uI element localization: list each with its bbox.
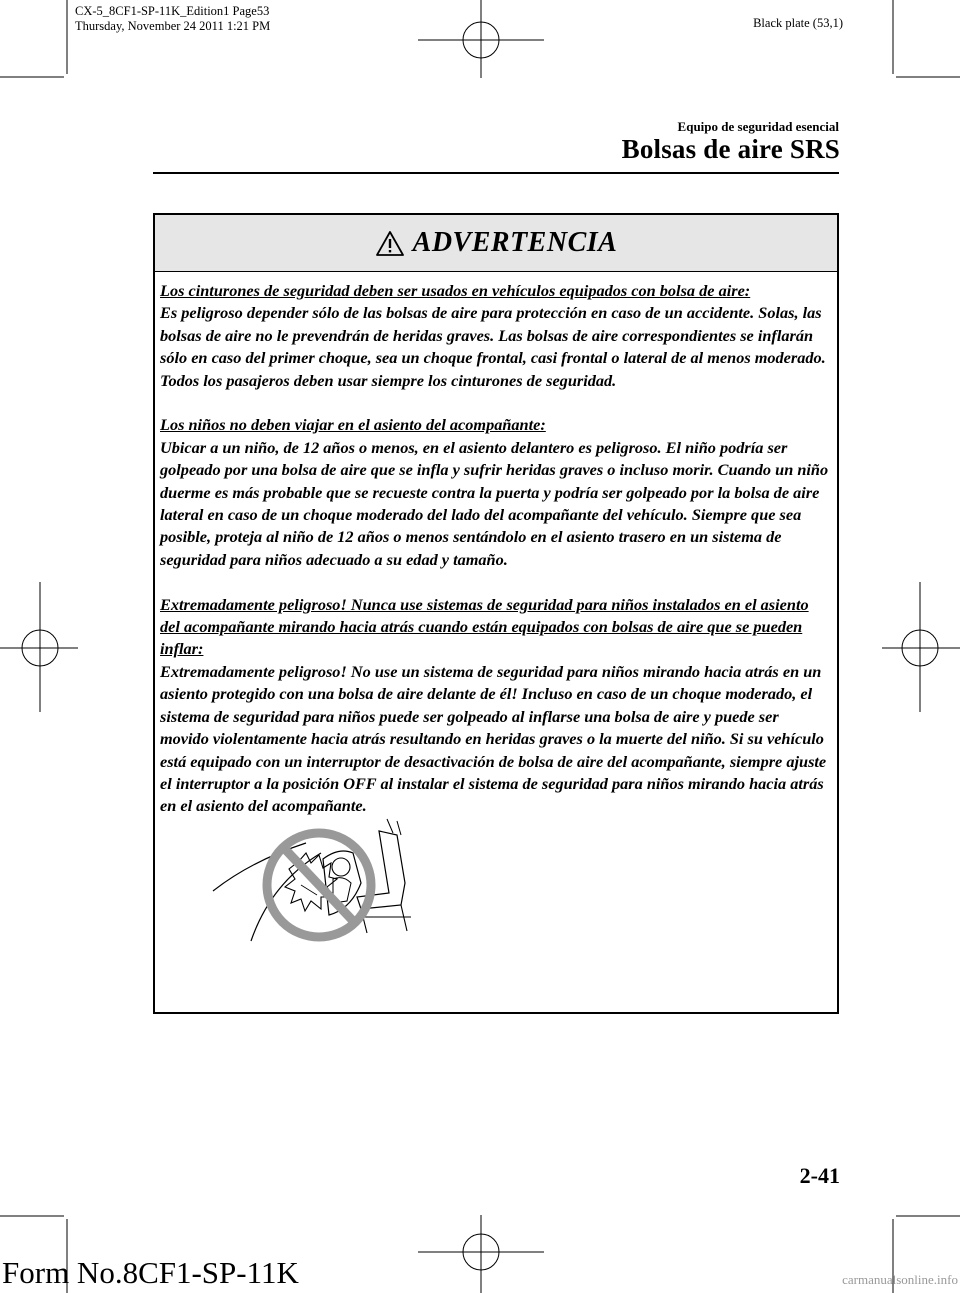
warning-title: ADVERTENCIA bbox=[412, 227, 618, 258]
print-date-line: Thursday, November 24 2011 1:21 PM bbox=[75, 19, 271, 33]
warning-heading: Los niños no deben viajar en el asiento del acompañante: bbox=[160, 415, 546, 435]
warning-text: Es peligroso depender sólo de las bolsas de aire para protección en caso de un accidente. Solas, las bolsas de aire no le prevendrán de heridas graves. Las bolsas de aire correspondientes se inflarán sólo en caso del primer choque, sea un choque frontal, casi frontal o lateral de al menos moderado. Todos los pasajeros deben usar siempre los cinturones de seguridad. bbox=[160, 303, 826, 390]
section-label: Equipo de seguridad esencial bbox=[677, 119, 839, 134]
warning-paragraph bbox=[160, 280, 831, 392]
chapter-title: Bolsas de aire SRS bbox=[621, 134, 840, 164]
warning-body bbox=[155, 272, 837, 818]
warning-heading: Extremadamente peligroso! Nunca use sistemas de seguridad para niños instalados en el asiento del acompañante mirando hacia atrás cuando están equipados con bolsas de aire que se pueden inflar: bbox=[160, 594, 809, 659]
warning-box bbox=[153, 213, 839, 1014]
header-rule bbox=[153, 172, 839, 174]
rear-facing-child-seat-prohibited-illustration bbox=[211, 813, 441, 943]
page-number: 2-41 bbox=[799, 1163, 840, 1188]
warning-text: Extremadamente peligroso! No use un sistema de seguridad para niños mirando hacia atrás en un asiento protegido con una bolsa de aire delante de él! Incluso en caso de un choque moderado, el sistema de seguridad para niños puede ser golpeado al inflarse una bolsa de aire y puede ser movido violentamente hacia atrás resultando en heridas graves o la muerte del niño. Si su vehículo está equipado con un interruptor de desactivación de bolsa de aire del acompañante, siempre ajuste el interruptor a la posición OFF al instalar el sistema de seguridad para niños mirando hacia atrás en el asiento del acompañante. bbox=[160, 661, 827, 816]
warning-header bbox=[155, 215, 837, 272]
print-file-line: CX-5_8CF1-SP-11K_Edition1 Page53 bbox=[75, 4, 270, 18]
warning-paragraph bbox=[160, 594, 831, 818]
warning-heading: Los cinturones de seguridad deben ser usados en vehículos equipados con bolsa de aire: bbox=[160, 281, 751, 300]
warning-text: Ubicar a un niño, de 12 años o menos, en el asiento delantero es peligroso. El niño podría ser golpeado por una bolsa de aire que se infla y sufrir heridas graves o incluso morir. Cuando un niño duerme es más probable que se recueste contra la puerta y podría ser golpeado por la bolsa de aire lateral en caso de un choque moderado del lado del acompañante del vehículo. Siempre que sea posible, proteja al niño de 12 años o menos sentándolo en el asiento trasero en un sistema de seguridad para niños adecuado a su edad y tamaño. bbox=[160, 437, 829, 569]
warning-paragraph bbox=[160, 414, 831, 571]
warning-triangle-icon bbox=[375, 230, 405, 257]
plate-label: Black plate (53,1) bbox=[753, 16, 843, 30]
watermark: carmanualsonline.info bbox=[842, 1272, 958, 1287]
form-number: Form No.8CF1-SP-11K bbox=[2, 1255, 299, 1290]
